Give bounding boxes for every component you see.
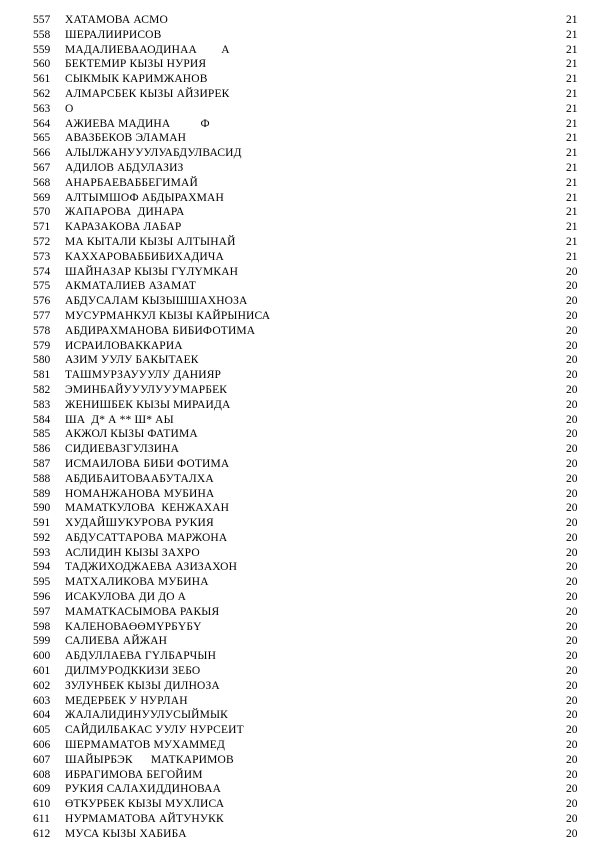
row-number: 590 [33,502,51,515]
row-number: 562 [33,87,51,100]
list-row [0,797,609,812]
list-row [0,620,609,635]
score-value: 20 [566,265,578,278]
row-number: 579 [33,339,51,352]
score-value: 20 [566,354,578,367]
row-number: 570 [33,206,51,219]
score-value: 20 [566,709,578,722]
score-value: 20 [566,398,578,411]
row-number: 587 [33,457,51,470]
score-value: 21 [566,117,578,130]
score-value: 20 [566,768,578,781]
list-row [0,13,609,28]
score-value: 21 [566,43,578,56]
score-value: 20 [566,650,578,663]
list-row [0,279,609,294]
row-number: 567 [33,161,51,174]
score-value: 20 [566,457,578,470]
row-number: 612 [33,827,51,840]
student-name: ИСАКУЛОВА ДИ ДО А [65,591,187,604]
score-value: 20 [566,694,578,707]
row-number: 563 [33,102,51,115]
row-number: 596 [33,591,51,604]
list-row [0,472,609,487]
row-number: 559 [33,43,51,56]
list-row [0,427,609,442]
row-number: 576 [33,295,51,308]
list-row [0,546,609,561]
student-name: АБДИРАХМАНОВА БИБИФОТИМА [65,324,256,337]
score-value: 20 [566,531,578,544]
student-name: ШЕРМАМАТОВ МУХАММЕД [65,739,225,752]
student-name: ХАТАМОВА АСМО [65,14,168,26]
row-number: 577 [33,309,51,322]
list-row [0,501,609,516]
list-row [0,161,609,176]
student-name: СИДИЕВАЗГУЛЗИНА [65,443,180,456]
student-name: РУКИЯ САЛАХИДДИНОВАА [65,783,222,796]
list-row [0,634,609,649]
row-number: 565 [33,132,51,145]
list-row [0,235,609,250]
list-row [0,590,609,605]
student-name: БЕКТЕМИР КЫЗЫ НУРИЯ [65,58,207,71]
student-name: АНАРБАЕВАББЕГИМАЙ [65,176,198,189]
student-name: ИБРАГИМОВА БЕГОЙИМ [65,768,203,781]
score-value: 20 [566,280,578,293]
student-name: АЛЫЛЖАНУУУЛУАБДУЛВАСИД [65,147,242,160]
score-value: 21 [566,87,578,100]
student-name: НОМАНЖАНОВА МУБИНА [65,487,215,500]
student-name: АВАЗБЕКОВ ЭЛАМАН [65,132,187,145]
list-row [0,605,609,620]
score-value: 20 [566,339,578,352]
student-name: АСЛИДИН КЫЗЫ ЗАХРО [65,546,200,559]
score-value: 20 [566,309,578,322]
list-row [0,220,609,235]
score-value: 21 [566,73,578,86]
score-value: 21 [566,58,578,71]
score-value: 20 [566,413,578,426]
list-row [0,738,609,753]
list-row [0,72,609,87]
row-number: 602 [33,679,51,692]
student-name: МЕДЕРБЕК У НУРЛАН [65,694,188,707]
student-name: ТАДЖИХОДЖАЕВА АЗИЗАХОН [65,561,238,574]
list-row [0,679,609,694]
student-name: АЛТЫМШОФ АБДЫРАХМАН [65,191,224,204]
student-name: АДИЛОВ АБДУЛАЗИЗ [65,161,184,174]
student-name: ЖАПАРОВА ДИНАРА [65,206,185,219]
list-row [0,191,609,206]
student-name: ЭМИНБАЙУУУЛУУУМАРБЕК [65,383,228,396]
score-value: 21 [566,250,578,263]
score-value: 21 [566,28,578,41]
row-number: 593 [33,546,51,559]
student-name: АЖИЕВА МАДИНА Ф [65,117,210,130]
score-value: 21 [566,191,578,204]
student-name: ХУДАЙШУКУРОВА РУКИЯ [65,517,214,530]
row-number: 600 [33,650,51,663]
score-value: 20 [566,827,578,840]
list-row [0,28,609,43]
student-name: ШАЙЫРБЭК МАТКАРИМОВ [65,753,234,766]
student-name: АЛМАРСБЕК КЫЗЫ АЙЗИРЕК [65,87,230,100]
row-number: 573 [33,250,51,263]
row-number: 582 [33,383,51,396]
student-name: МАДАЛИЕВААОДИНАА А [65,43,230,56]
score-value: 20 [566,383,578,396]
row-number: 557 [33,14,51,26]
student-name: КАРАЗАКОВА ЛАБАР [65,221,182,234]
list-row [0,413,609,428]
list-row [0,723,609,738]
score-value: 20 [566,324,578,337]
row-number: 607 [33,753,51,766]
list-row [0,768,609,783]
student-name: ШАЙНАЗАР КЫЗЫ ГҮЛҮМКАН [65,265,239,278]
score-value: 21 [566,176,578,189]
student-name: АКЖОЛ КЫЗЫ ФАТИМА [65,428,198,441]
student-name: КАЛЕНОВАӨӨМҮРБҮБҮ [65,620,202,633]
score-value: 21 [566,161,578,174]
row-number: 599 [33,635,51,648]
row-number: 568 [33,176,51,189]
score-value: 20 [566,620,578,633]
student-name: МУСА КЫЗЫ ХАБИБА [65,827,187,840]
list-row [0,250,609,265]
score-value: 20 [566,576,578,589]
row-number: 561 [33,73,51,86]
list-row [0,265,609,280]
row-number: 580 [33,354,51,367]
row-number: 592 [33,531,51,544]
student-name: О [65,102,74,115]
list-row [0,442,609,457]
list-row [0,353,609,368]
list-row [0,117,609,132]
list-row [0,827,609,842]
list-row [0,102,609,117]
score-value: 21 [566,235,578,248]
score-value: 21 [566,132,578,145]
score-value: 20 [566,783,578,796]
row-number: 601 [33,665,51,678]
student-name: АЗИМ УУЛУ БАКЫТАЕК [65,354,199,367]
student-name: АБДУСАЛАМ КЫЗЫШШАХНОЗА [65,295,248,308]
row-number: 610 [33,798,51,811]
score-value: 20 [566,443,578,456]
student-name: ӨТКУРБЕК КЫЗЫ МУХЛИСА [65,798,225,811]
list-row [0,531,609,546]
student-name: АКМАТАЛИЕВ АЗАМАТ [65,280,197,293]
row-number: 571 [33,221,51,234]
student-name: САЙДИЛБАКАС УУЛУ НУРСЕИТ [65,724,244,737]
score-value: 20 [566,428,578,441]
list-row [0,812,609,827]
list-row [0,753,609,768]
row-number: 566 [33,147,51,160]
score-value: 20 [566,753,578,766]
score-value: 20 [566,813,578,826]
list-row [0,694,609,709]
student-name: ИСМАИЛОВА БИБИ ФОТИМА [65,457,230,470]
list-row [0,87,609,102]
student-name: ЖАЛАЛИДИНУУЛУСЫЙМЫК [65,709,228,722]
list-row [0,146,609,161]
score-value: 20 [566,369,578,382]
score-value: 21 [566,206,578,219]
score-value: 20 [566,561,578,574]
student-name: МАМАТКУЛОВА КЕНЖАХАН [65,502,230,515]
row-number: 560 [33,58,51,71]
score-value: 20 [566,665,578,678]
list-row [0,487,609,502]
list-row [0,324,609,339]
student-name: МАМАТКАСЫМОВА РАКЫЯ [65,605,220,618]
list-row [0,176,609,191]
student-name: КАХХАРОВАББИБИХАДИЧА [65,250,224,263]
row-number: 583 [33,398,51,411]
score-value: 21 [566,221,578,234]
row-number: 569 [33,191,51,204]
list-row [0,309,609,324]
row-number: 578 [33,324,51,337]
score-value: 21 [566,147,578,160]
student-name: МАТХАЛИКОВА МУБИНА [65,576,209,589]
score-value: 20 [566,295,578,308]
student-name: САЛИЕВА АЙЖАН [65,635,168,648]
score-value: 20 [566,517,578,530]
row-number: 581 [33,369,51,382]
score-value: 20 [566,605,578,618]
list-row [0,560,609,575]
list-row [0,294,609,309]
list-row [0,398,609,413]
list-row [0,649,609,664]
row-number: 589 [33,487,51,500]
student-name: МА КЫТАЛИ КЫЗЫ АЛТЫНАЙ [65,235,236,248]
student-name: ШЕРАЛИИРИСОВ [65,28,162,41]
list-row [0,205,609,220]
student-name: ЖЕНИШБЕК КЫЗЫ МИРАИДА [65,398,231,411]
list-row [0,383,609,398]
list-row [0,131,609,146]
score-value: 20 [566,724,578,737]
student-name: ДИЛМУРОДККИЗИ ЗЕБО [65,665,201,678]
list-row [0,708,609,723]
student-name: МУСУРМАНКУЛ КЫЗЫ КАЙРЫНИСА [65,309,271,322]
row-number: 588 [33,472,51,485]
score-value: 20 [566,591,578,604]
row-number: 572 [33,235,51,248]
list-row [0,368,609,383]
score-value: 20 [566,635,578,648]
score-value: 20 [566,798,578,811]
student-name: ТАШМУРЗАУУУЛУ ДАНИЯР [65,369,222,382]
score-value: 21 [566,14,578,26]
student-score-list [0,13,609,842]
student-name: СЫКМЫК КАРИМЖАНОВ [65,73,208,86]
row-number: 608 [33,768,51,781]
row-number: 584 [33,413,51,426]
row-number: 591 [33,517,51,530]
row-number: 605 [33,724,51,737]
list-row [0,575,609,590]
list-row [0,43,609,58]
student-name: АБДУСАТТАРОВА МАРЖОНА [65,531,228,544]
row-number: 575 [33,280,51,293]
row-number: 595 [33,576,51,589]
list-row [0,782,609,797]
row-number: 558 [33,28,51,41]
list-row [0,339,609,354]
student-name: ИСРАИЛОВАККАРИА [65,339,183,352]
score-value: 20 [566,502,578,515]
row-number: 586 [33,443,51,456]
list-row [0,664,609,679]
score-value: 20 [566,472,578,485]
student-name: АБДУЛЛАЕВА ГҮЛБАРЧЫН [65,650,217,663]
row-number: 598 [33,620,51,633]
row-number: 604 [33,709,51,722]
row-number: 606 [33,739,51,752]
row-number: 597 [33,605,51,618]
row-number: 585 [33,428,51,441]
student-name: АБДИБАИТОВААБУТАЛХА [65,472,214,485]
score-value: 20 [566,487,578,500]
row-number: 609 [33,783,51,796]
student-name: НУРМАМАТОВА АЙТУНУКК [65,813,224,826]
list-row [0,516,609,531]
list-row [0,457,609,472]
score-value: 21 [566,102,578,115]
score-value: 20 [566,739,578,752]
student-name: ША Д* А ** Ш* АЫ [65,413,174,426]
row-number: 603 [33,694,51,707]
score-value: 20 [566,679,578,692]
row-number: 594 [33,561,51,574]
row-number: 611 [33,813,50,826]
student-name: ЗУЛУНБЕК КЫЗЫ ДИЛНОЗА [65,679,220,692]
row-number: 564 [33,117,51,130]
score-value: 20 [566,546,578,559]
list-row [0,57,609,72]
row-number: 574 [33,265,51,278]
